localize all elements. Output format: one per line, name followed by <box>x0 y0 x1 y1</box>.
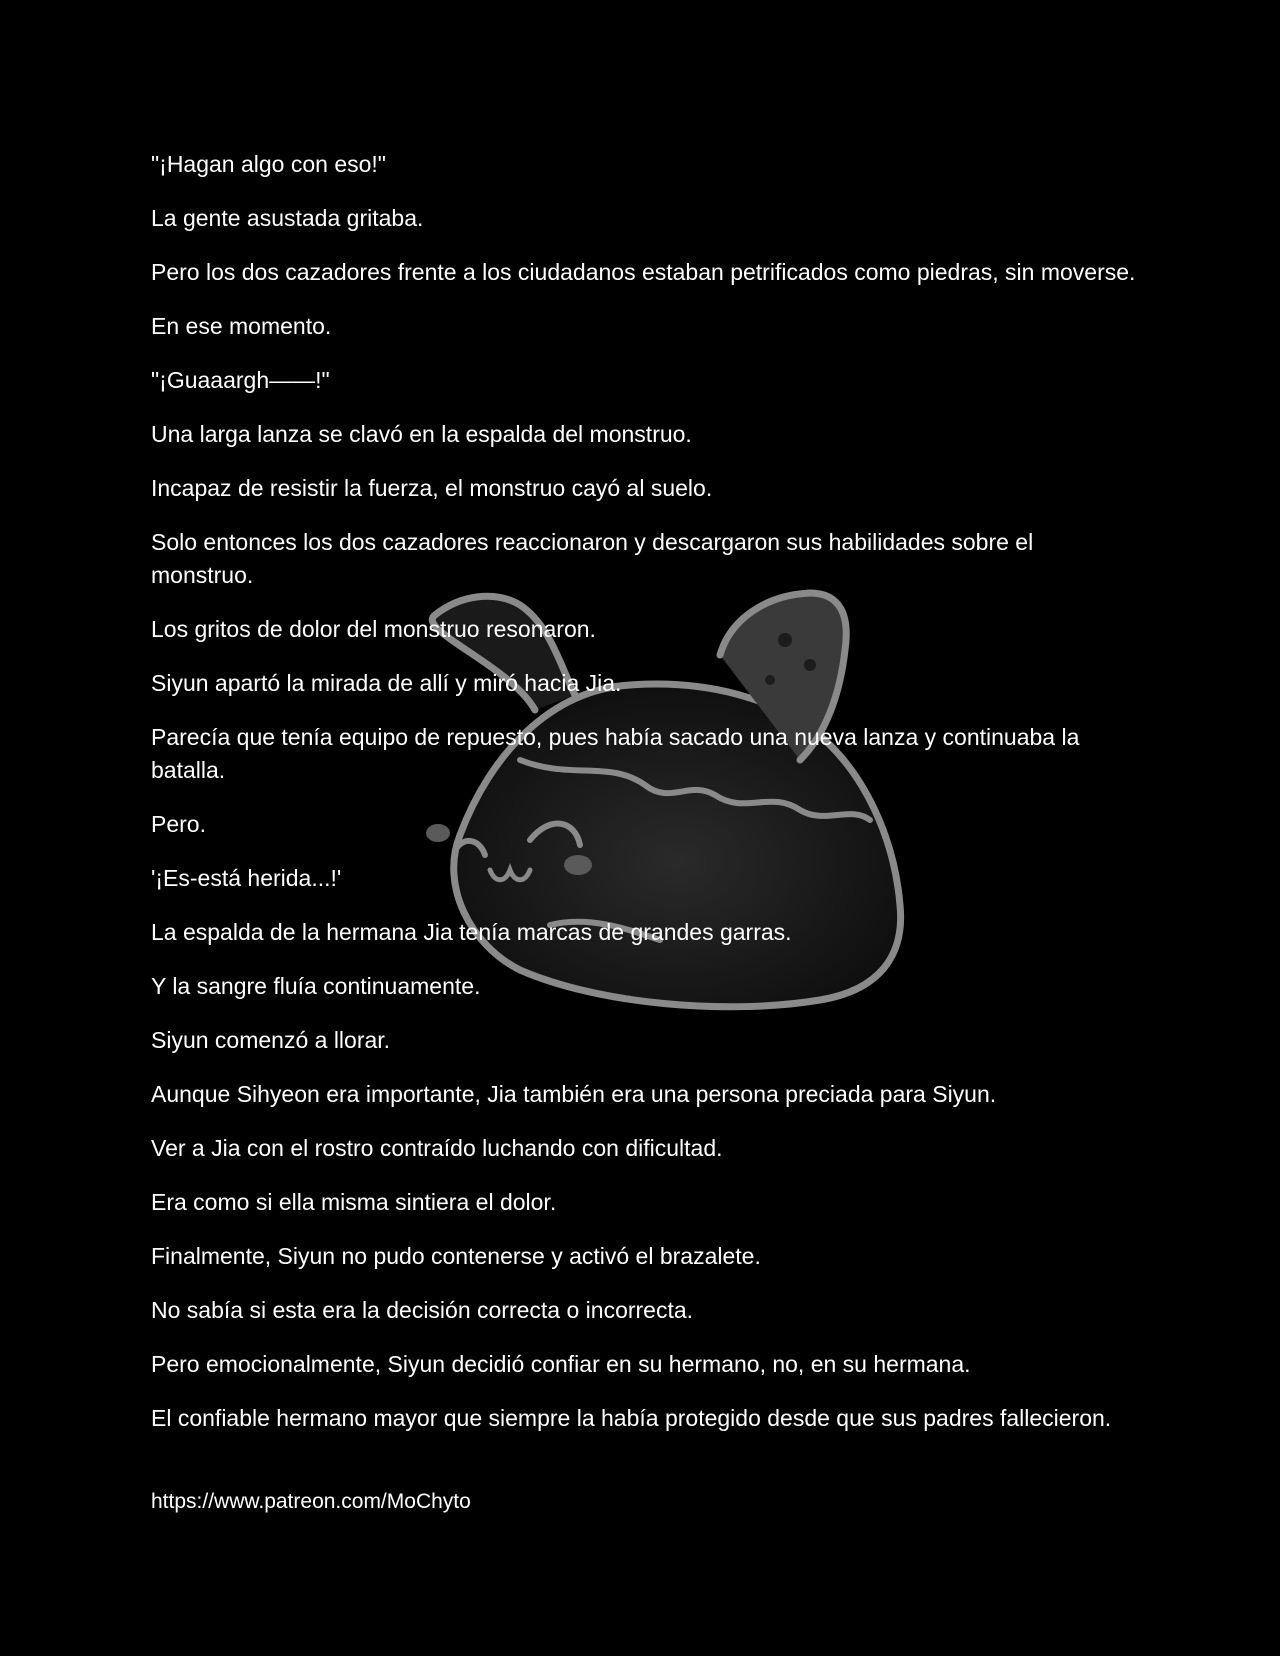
paragraph: Parecía que tenía equipo de repuesto, pues había sacado una nueva lanza y continuaba la batalla. <box>151 724 1080 783</box>
paragraph: Siyun apartó la mirada de allí y miró hacia Jia. <box>151 670 622 696</box>
paragraph: La gente asustada gritaba. <box>151 205 424 231</box>
patreon-link[interactable]: https://www.patreon.com/MoChyto <box>151 1490 471 1513</box>
paragraph: Siyun comenzó a llorar. <box>151 1027 391 1053</box>
paragraph: Aunque Sihyeon era importante, Jia también era una persona preciada para Siyun. <box>151 1081 997 1107</box>
paragraph: '¡Es-está herida...!' <box>151 865 342 891</box>
paragraph: Una larga lanza se clavó en la espalda del monstruo. <box>151 421 692 447</box>
paragraph: Incapaz de resistir la fuerza, el monstruo cayó al suelo. <box>151 475 713 501</box>
paragraph: Pero emocionalmente, Siyun decidió confiar en su hermano, no, en su hermana. <box>151 1351 971 1377</box>
paragraph: La espalda de la hermana Jia tenía marcas de grandes garras. <box>151 919 792 945</box>
paragraph: Los gritos de dolor del monstruo resonaron. <box>151 616 596 642</box>
paragraph: Pero. <box>151 811 206 837</box>
paragraph: Era como si ella misma sintiera el dolor. <box>151 1189 557 1215</box>
paragraph: Ver a Jia con el rostro contraído luchando con dificultad. <box>151 1135 723 1161</box>
paragraph: Y la sangre fluía continuamente. <box>151 973 481 999</box>
paragraph: No sabía si esta era la decisión correcta o incorrecta. <box>151 1297 694 1323</box>
paragraph: El confiable hermano mayor que siempre la había protegido desde que sus padres fallecieron. <box>151 1405 1112 1431</box>
paragraph: "¡Guaaargh——!" <box>151 367 330 393</box>
chapter-text <box>151 148 1141 1517</box>
paragraph: En ese momento. <box>151 313 332 339</box>
paragraph: Finalmente, Siyun no pudo contenerse y activó el brazalete. <box>151 1243 761 1269</box>
paragraph: "¡Hagan algo con eso!" <box>151 151 386 177</box>
paragraph: Pero los dos cazadores frente a los ciudadanos estaban petrificados como piedras, sin moverse. <box>151 259 1136 285</box>
paragraph: Solo entonces los dos cazadores reaccionaron y descargaron sus habilidades sobre el monstruo. <box>151 529 1034 588</box>
